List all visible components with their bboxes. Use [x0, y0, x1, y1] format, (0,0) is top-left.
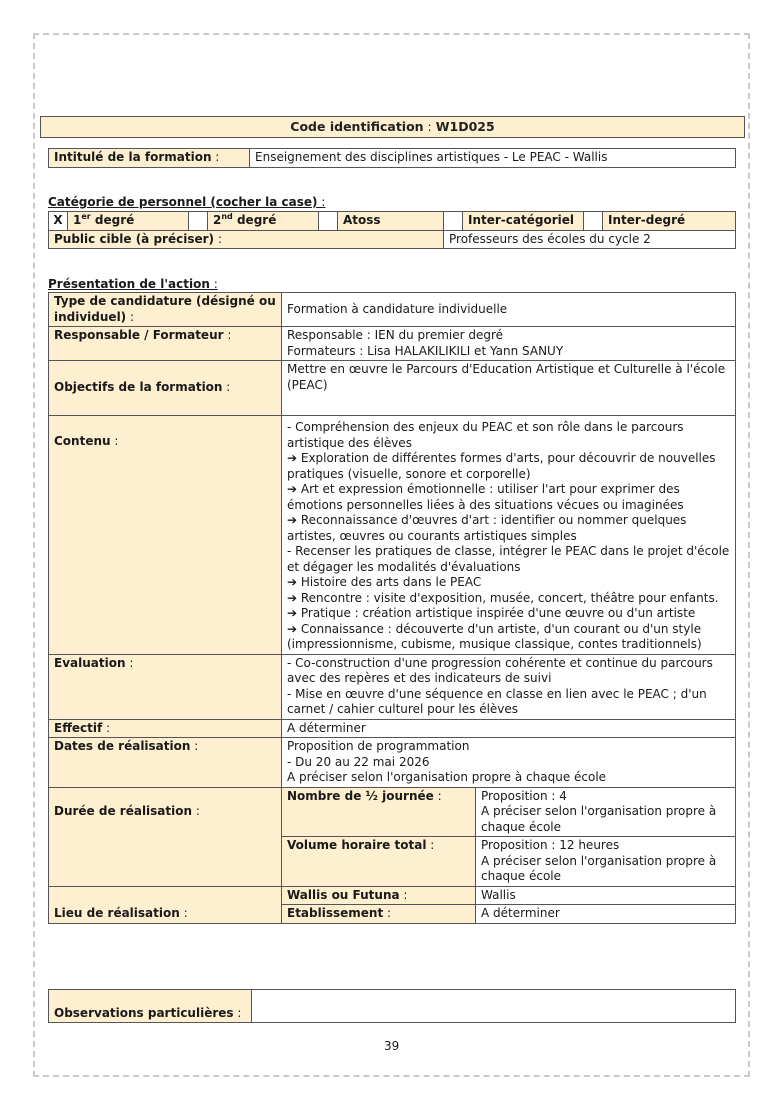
option-inter-degre: Inter-degré — [603, 212, 736, 231]
volume-line: Proposition : 12 heures — [481, 838, 620, 852]
option-sup: nd — [221, 212, 233, 221]
colon: : — [209, 277, 218, 291]
intitule-table — [48, 148, 736, 168]
contenu-line: ➔ Rencontre : visite d'exposition, musée, concert, théâtre pour enfants. — [287, 590, 719, 605]
public-cible-label: Public cible (à préciser) — [54, 231, 215, 246]
intitule-label-cell — [49, 149, 250, 168]
colon: : — [433, 788, 442, 803]
volume-value — [476, 837, 736, 887]
contenu-value — [282, 416, 736, 655]
objectifs-label: Objectifs de la formation — [54, 380, 223, 395]
observations-label-cell — [49, 990, 252, 1023]
contenu-line: ➔ Pratique : création artistique inspirée d'une œuvre ou d'un artiste — [287, 606, 696, 620]
duree-label: Durée de réalisation — [54, 803, 193, 818]
lieu-label: Lieu de réalisation — [54, 906, 180, 920]
public-cible-label-cell — [49, 230, 444, 249]
demi-journee-value — [476, 787, 736, 837]
colon: : — [110, 434, 119, 448]
colon: : — [102, 720, 111, 735]
colon: : — [233, 1005, 242, 1020]
etablissement-label: Etablissement — [287, 906, 384, 920]
colon: : — [423, 119, 436, 134]
code-label: Code identification — [290, 119, 424, 134]
volume-label: Volume horaire total — [287, 838, 427, 852]
contenu-label: Contenu — [54, 434, 111, 448]
dates-line: A préciser selon l'organisation propre à chaque école — [287, 770, 607, 784]
checkbox-atoss[interactable] — [319, 212, 338, 231]
responsable-label: Responsable / Formateur — [54, 328, 224, 342]
option-2nd-degre — [208, 212, 319, 231]
volume-line: A préciser selon l'organisation propre à chaque école — [481, 853, 717, 883]
code-value: W1D025 — [435, 119, 495, 134]
presentation-title-text: Présentation de l'action — [48, 277, 210, 291]
colon: : — [223, 328, 232, 342]
wallis-value: Wallis — [476, 886, 736, 905]
option-inter-categoriel: Inter-catégoriel — [463, 212, 584, 231]
type-label: Type de candidature (désigné ou individuel) — [54, 294, 276, 324]
observations-value[interactable] — [252, 990, 736, 1023]
option-label: 1 — [73, 213, 82, 227]
wallis-label: Wallis ou Futuna — [287, 887, 400, 902]
observations-label: Observations particulières — [54, 1005, 234, 1020]
colon: : — [214, 231, 222, 246]
contenu-label-cell — [49, 416, 282, 655]
contenu-line: - Recenser les pratiques de classe, intégrer le PEAC dans le projet d'école et dégager les modalités d'évaluations — [287, 544, 730, 574]
code-identification-box — [40, 116, 745, 138]
colon: : — [383, 906, 392, 920]
colon: : — [317, 195, 326, 209]
objectifs-label-cell — [49, 361, 282, 416]
dates-label: Dates de réalisation — [54, 739, 191, 753]
colon: : — [222, 380, 231, 395]
option-atoss: Atoss — [338, 212, 444, 231]
duree-label-cell — [49, 787, 282, 886]
contenu-line: - Compréhension des enjeux du PEAC et son rôle dans le parcours artistique des élèves — [287, 420, 684, 450]
contenu-line: ➔ Reconnaissance d'œuvres d'art : identifier ou nommer quelques artistes, œuvres ou courants artistiques simples — [287, 513, 687, 543]
intitule-label: Intitulé de la formation — [54, 150, 212, 164]
presentation-title — [48, 277, 218, 291]
demi-journee-line: A préciser selon l'organisation propre à chaque école — [481, 804, 717, 834]
contenu-line: ➔ Art et expression émotionnelle : utiliser l'art pour exprimer des émotions personnelles liées à des situations vécues ou imaginées — [287, 482, 684, 512]
intitule-value: Enseignement des disciplines artistiques - Le PEAC - Wallis — [250, 149, 736, 168]
checkbox-inter-categoriel[interactable] — [444, 212, 463, 231]
option-sup: er — [81, 212, 91, 221]
dates-line: Proposition de programmation — [287, 739, 470, 753]
option-suffix: degré — [90, 213, 135, 227]
colon: : — [126, 309, 135, 324]
presentation-table — [48, 292, 736, 924]
option-label: 2 — [213, 213, 222, 227]
categorie-title — [48, 195, 325, 209]
volume-label-cell — [282, 837, 476, 887]
colon: : — [192, 803, 200, 818]
wallis-label-cell — [282, 886, 476, 905]
responsable-label-cell — [49, 327, 282, 361]
colon: : — [179, 906, 188, 920]
checkbox-2nd-degre[interactable] — [189, 212, 208, 231]
dates-line: - Du 20 au 22 mai 2026 — [287, 754, 430, 769]
lieu-label-cell — [49, 886, 282, 923]
evaluation-label-cell — [49, 654, 282, 719]
colon: : — [211, 150, 220, 164]
page-number: 39 — [384, 1039, 400, 1053]
effectif-label-cell — [49, 719, 282, 738]
checkbox-1er-degre[interactable]: X — [49, 212, 68, 231]
type-value: Formation à candidature individuelle — [282, 293, 736, 327]
etablissement-value: A déterminer — [476, 905, 736, 924]
demi-journee-label: Nombre de ½ journée — [287, 788, 434, 803]
contenu-line: ➔ Exploration de différentes formes d'arts, pour découvrir de nouvelles pratiques (visuelle, sonore et corporelle) — [287, 451, 716, 481]
public-cible-value: Professeurs des écoles du cycle 2 — [444, 230, 736, 249]
colon: : — [190, 739, 199, 753]
contenu-line: ➔ Histoire des arts dans le PEAC — [287, 575, 482, 589]
type-label-cell — [49, 293, 282, 327]
evaluation-line: - Mise en œuvre d'une séquence en classe en lien avec le PEAC ; d'un carnet / cahier culturel pour les élèves — [287, 686, 707, 716]
contenu-line: ➔ Connaissance : découverte d'un artiste, d'un courant ou d'un style (impressionnisme, cubisme, musique classique, contes traditionnels) — [287, 621, 702, 651]
observations-table — [48, 989, 736, 1023]
option-suffix: degré — [232, 213, 277, 227]
formateurs-line: Formateurs : Lisa HALAKILIKILI et Yann SANUY — [287, 343, 564, 358]
dates-value — [282, 738, 736, 788]
evaluation-value — [282, 654, 736, 719]
effectif-label: Effectif — [54, 720, 103, 735]
effectif-value: A déterminer — [282, 719, 736, 738]
checkbox-inter-degre[interactable] — [584, 212, 603, 231]
evaluation-label: Evaluation — [54, 655, 126, 670]
option-1er-degre — [68, 212, 189, 231]
responsable-line: Responsable : IEN du premier degré — [287, 328, 504, 342]
responsable-value — [282, 327, 736, 361]
demi-journee-line: Proposition : 4 — [481, 788, 567, 803]
dates-label-cell — [49, 738, 282, 788]
objectifs-value: Mettre en œuvre le Parcours d'Education Artistique et Culturelle à l'école (PEAC) — [282, 361, 736, 416]
colon: : — [399, 887, 408, 902]
categorie-title-text: Catégorie de personnel (cocher la case) — [48, 195, 318, 209]
categorie-table — [48, 211, 736, 249]
evaluation-line: - Co-construction d'une progression cohérente et continue du parcours avec des repères et des indicateurs de suivi — [287, 655, 713, 685]
etablissement-label-cell — [282, 905, 476, 924]
colon: : — [426, 838, 435, 852]
demi-journee-label-cell — [282, 787, 476, 837]
colon: : — [125, 655, 134, 670]
